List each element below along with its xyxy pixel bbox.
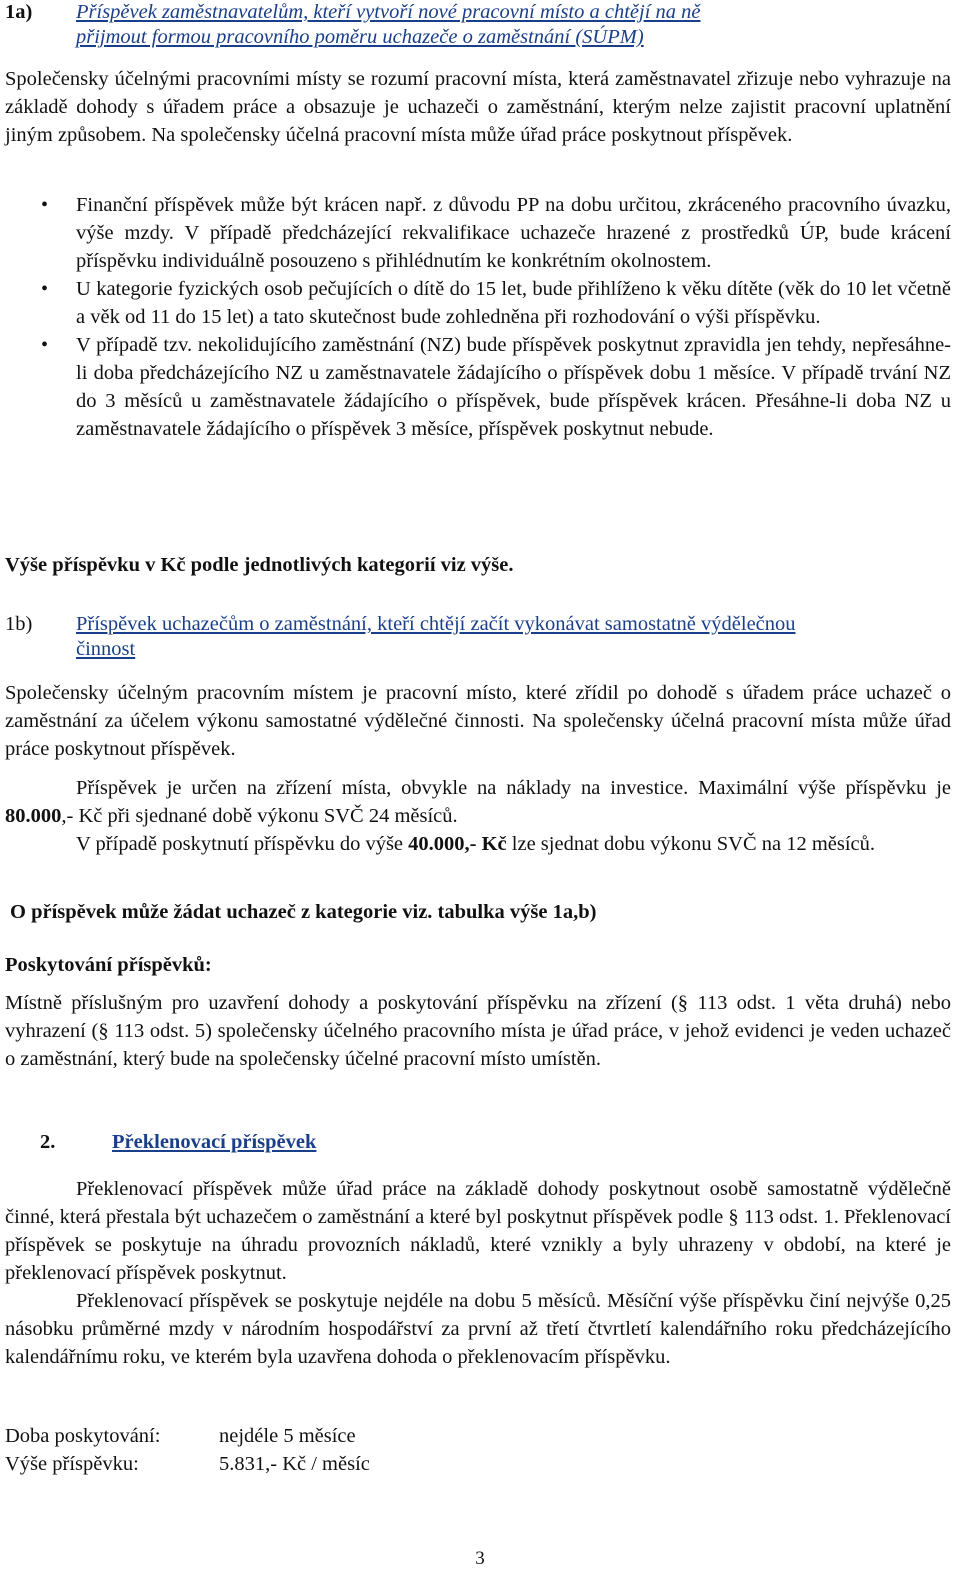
section-1a-number: 1a) [5,1,33,23]
section-1b-eligibility: O příspěvek může žádat uchazeč z kategorie viz. tabulka výše 1a,b) [10,901,597,923]
provision-heading: Poskytování příspěvků: [5,954,212,976]
amount-row [5,1450,951,1478]
section-1b-max-amount [5,774,951,830]
section-2-para2: Překlenovací příspěvek se poskytuje nejdéle na dobu 5 měsíců. Měsíční výše příspěvku činí nejvýše 0,25 násobku průměrné mzdy v národním hospodářství za první až třetí čtvrtletí kalendářního roku předcházejícího kalendářnímu roku, ve kterém byla uzavřena dohoda o překlenovacím příspěvku. [5,1290,951,1368]
bullet-dot: • [41,334,49,356]
section-1b-reduced-amount [5,830,951,858]
max-amount-text-a: Příspěvek je určen na zřízení místa, obvykle na náklady na investice. Maximální výše příspěvku je [76,777,951,799]
duration-value: nejdéle 5 měsíce [219,1425,356,1447]
max-amount-text-b: ,- Kč při sjednané době výkonu SVČ 24 měsíců. [61,805,458,827]
section-1b-intro: Společensky účelným pracovním místem je pracovní místo, které zřídil po dohodě s úřadem práce uchazeč o zaměstnání za účelem výkonu samostatné výdělečné činnosti. Na společensky účelná pracovní místa může úřad práce poskytnout příspěvek. [5,682,951,760]
section-1a-title-line2: přijmout formou pracovního poměru uchazeče o zaměstnání (SÚPM) [76,26,644,48]
section-1a-intro: Společensky účelnými pracovními místy se rozumí pracovní místa, která zaměstnavatel zřizuje nebo vyhrazuje na základě dohody s úřadem práce a obsazuje je uchazeči o zaměstnání, kterým nelze zajistit pracovní uplatnění jiným způsobem. Na společensky účelná pracovní místa může úřad práce poskytnout příspěvek. [5,68,951,146]
section-1b-title-line1: Příspěvek uchazečům o zaměstnání, kteří chtějí začít vykonávat samostatně výdělečnou [76,613,796,635]
section-2-para1: Překlenovací příspěvek může úřad práce na základě dohody poskytnout osobě samostatně výdělečně činné, která přestala být uchazečem o zaměstnání a které byl poskytnut příspěvek podle § 113 odst. 1. Překlenovací příspěvek se poskytuje na úhradu provozních nákladů, které vznikly a byly uhrazeny v období, na které je překlenovací příspěvek poskytnut. [5,1178,951,1284]
section-1a-title[interactable] [76,0,701,50]
bullet-dot: • [41,194,49,216]
section-2-heading [40,1128,951,1156]
bullet-text: V případě tzv. nekolidujícího zaměstnání (NZ) bude příspěvek poskytnut zpravidla jen tehdy, nepřesáhne-li doba předcházejícího NZ u zaměstnavatele žádajícího o příspěvek dobu 1 měsíce. V případě trvání NZ do 3 měsíců u zaměstnavatele žádajícího o příspěvek, bude příspěvek krácen. Přesáhne-li doba NZ u zaměstnavatele žádajícího o příspěvek 3 měsíce, příspěvek poskytnut nebude. [76,334,951,440]
section-1a-summary: Výše příspěvku v Kč podle jednotlivých kategorií viz výše. [5,554,514,576]
max-amount-value: 80.000 [5,805,62,827]
section-1a-title-line1: Příspěvek zaměstnavatelům, kteří vytvoří nové pracovní místo a chtějí na ně [76,1,701,23]
bullet-text: U kategorie fyzických osob pečujících o dítě do 15 let, bude přihlíženo k věku dítěte (věk do 10 let včetně a věk od 11 do 15 let) a tato skutečnost bude zohledněna při rozhodování o výši příspěvku. [76,278,951,328]
reduced-amount-value: 40.000,- Kč [408,833,507,855]
section-1b-title-line2: činnost [76,638,136,660]
bullet-dot: • [41,278,49,300]
section-2-title[interactable]: Překlenovací příspěvek [112,1131,317,1153]
section-1b-number: 1b) [5,613,33,635]
amount-label: Výše příspěvku: [5,1453,139,1475]
bullet-text: Finanční příspěvek může být krácen např. z důvodu PP na dobu určitou, zkráceného pracovního úvazku, výše mzdy. V případě předcházející rekvalifikace uchazeče hrazené z prostředků ÚP, bude krácení příspěvku individuálně posouzeno s přihlédnutím ke konkrétním okolnostem. [76,194,951,272]
section-2-summary [5,1422,951,1478]
bullet-item [5,191,951,275]
section-1a-heading [5,0,951,50]
section-2-number: 2. [40,1131,56,1153]
bullet-item [5,275,951,331]
duration-label: Doba poskytování: [5,1425,161,1447]
amount-value: 5.831,- Kč / měsíc [219,1453,370,1475]
reduced-amount-text-a: V případě poskytnutí příspěvku do výše [76,833,409,855]
section-1b-title[interactable] [76,612,796,662]
provision-text: Místně příslušným pro uzavření dohody a poskytování příspěvku na zřízení (§ 113 odst. 1 věta druhá) nebo vyhrazení (§ 113 odst. 5) společensky účelného pracovního místa je úřad práce, v jehož evidenci je veden uchazeč o zaměstnání, který bude na společensky účelné pracovní místo umístěn. [5,992,951,1070]
page-number: 3 [475,1548,485,1569]
reduced-amount-text-b: lze sjednat dobu výkonu SVČ na 12 měsíců. [506,833,876,855]
duration-row [5,1422,951,1450]
section-1b-heading [5,612,951,662]
bullet-item [5,331,951,443]
section-1a-bullets [5,191,951,443]
